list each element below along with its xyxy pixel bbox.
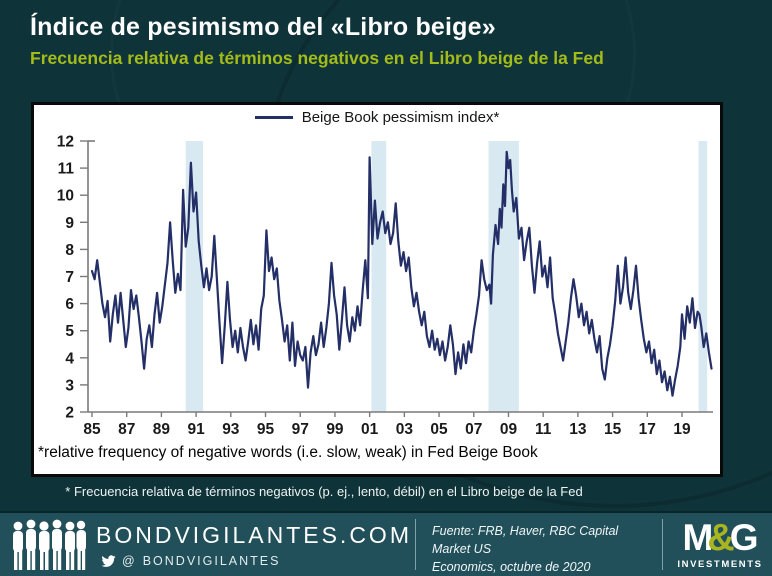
logo-letter-m: M — [682, 517, 713, 558]
logo-ampersand: & — [707, 517, 735, 559]
svg-text:9: 9 — [65, 214, 74, 232]
spanish-caption: * Frecuencia relativa de términos negativos (p. ej., lento, débil) en el Libro beige de la Fed — [65, 484, 583, 499]
at-symbol: @ — [122, 554, 137, 568]
svg-text:11: 11 — [57, 160, 74, 178]
legend-label: Beige Book pessimism index* — [301, 109, 500, 126]
svg-text:01: 01 — [361, 421, 379, 438]
twitter-handle: BONDVIGILANTES — [142, 554, 281, 568]
site-name: BONDVIGILANTES.COM — [96, 522, 412, 548]
twitter-icon — [101, 555, 116, 568]
chart-panel — [31, 102, 723, 477]
svg-text:87: 87 — [118, 421, 136, 438]
svg-text:05: 05 — [430, 421, 448, 438]
svg-text:10: 10 — [56, 187, 74, 205]
svg-text:09: 09 — [499, 421, 518, 438]
footer-divider — [662, 519, 663, 570]
svg-text:99: 99 — [326, 421, 344, 438]
svg-text:97: 97 — [291, 421, 309, 438]
logo-subtitle: INVESTMENTS — [677, 559, 763, 570]
footer-divider — [415, 519, 416, 570]
twitter-row — [101, 554, 280, 568]
page-title: Índice de pesimismo del «Libro beige» — [30, 13, 496, 41]
svg-text:2: 2 — [65, 404, 74, 422]
svg-text:7: 7 — [65, 269, 74, 286]
svg-text:6: 6 — [65, 296, 74, 314]
header — [30, 13, 752, 69]
source-line-1: Fuente: FRB, Haver, RBC Capital Market US — [432, 524, 619, 557]
svg-text:93: 93 — [222, 421, 240, 438]
chart-footnote: *relative frequency of negative words (i.e. slow, weak) in Fed Beige Book — [38, 444, 538, 461]
page-subtitle: Frecuencia relativa de términos negativos en el Libro beige de la Fed — [30, 47, 604, 68]
crowd-icon — [8, 519, 88, 572]
mg-investments-logo — [676, 519, 764, 570]
svg-text:11: 11 — [534, 421, 552, 438]
svg-text:12: 12 — [56, 133, 74, 151]
svg-text:91: 91 — [187, 421, 205, 438]
svg-text:85: 85 — [83, 421, 101, 438]
svg-text:5: 5 — [65, 323, 74, 341]
footer-bar — [0, 511, 772, 576]
source-line-2: Economics, octubre de 2020 — [432, 560, 591, 575]
source-note — [432, 522, 652, 576]
svg-text:17: 17 — [638, 421, 656, 438]
svg-text:19: 19 — [673, 421, 691, 438]
svg-text:3: 3 — [65, 377, 74, 395]
svg-text:95: 95 — [256, 421, 275, 438]
svg-text:15: 15 — [603, 421, 622, 438]
svg-text:07: 07 — [465, 421, 483, 438]
svg-text:4: 4 — [65, 350, 74, 368]
svg-text:89: 89 — [152, 421, 171, 438]
svg-text:13: 13 — [569, 421, 587, 438]
pessimism-chart — [34, 105, 720, 474]
svg-text:8: 8 — [65, 241, 74, 259]
logo-letter-g: G — [729, 517, 758, 558]
svg-text:03: 03 — [395, 421, 413, 438]
